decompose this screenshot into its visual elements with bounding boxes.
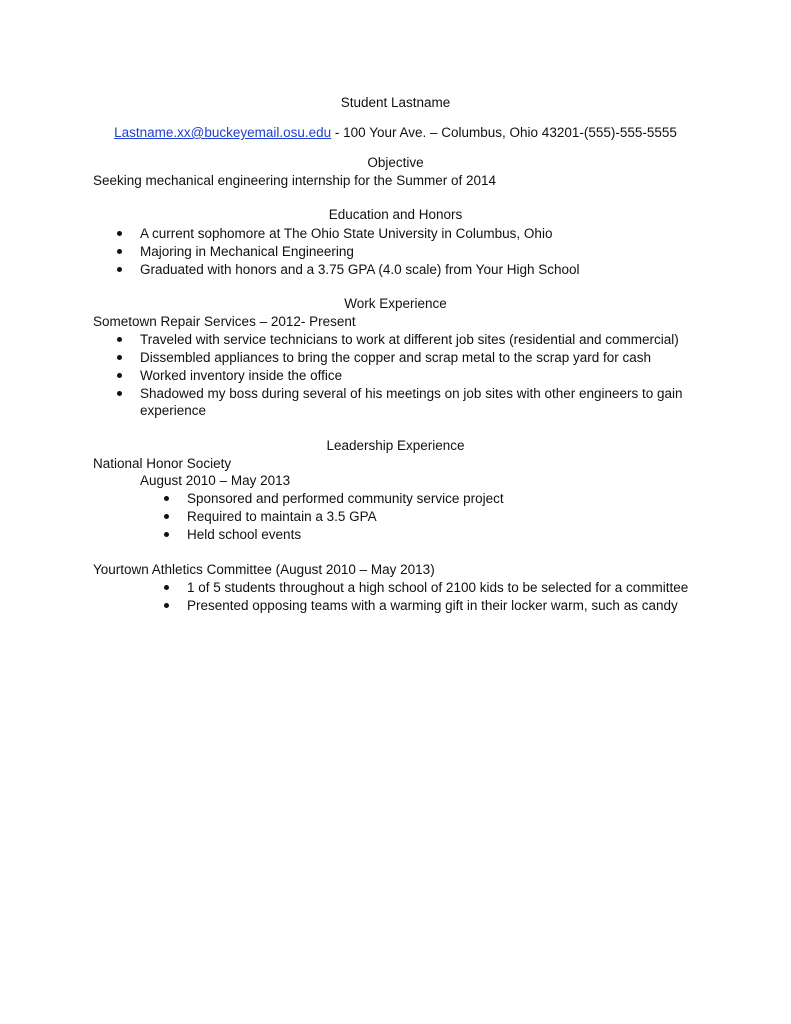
leadership-heading: Leadership Experience [326, 438, 465, 453]
bullet-icon [117, 267, 122, 272]
contact-line [0, 124, 791, 142]
org1-item: Required to maintain a 3.5 GPA [187, 509, 377, 524]
objective-heading: Objective [367, 155, 424, 170]
student-name: Student Lastname [340, 95, 451, 110]
bullet-icon [117, 231, 122, 236]
address-phone: - 100 Your Ave. – Columbus, Ohio 43201-(555)-555-5555 [331, 125, 677, 140]
bullet-icon [117, 337, 122, 342]
work-item: Traveled with service technicians to work at different job sites (residential and commercial) [140, 332, 679, 347]
org1-name: National Honor Society [93, 456, 232, 471]
work-item: Worked inventory inside the office [140, 368, 343, 383]
org2-item: 1 of 5 students throughout a high school of 2100 kids to be selected for a committee [187, 580, 689, 595]
education-item: Graduated with honors and a 3.75 GPA (4.0 scale) from Your High School [140, 262, 580, 277]
org1-item: Sponsored and performed community service project [187, 491, 504, 506]
bullet-icon [117, 373, 122, 378]
education-heading: Education and Honors [328, 207, 463, 222]
work-item-continuation: experience [140, 403, 207, 418]
work-item: Shadowed my boss during several of his meetings on job sites with other engineers to gain [140, 386, 683, 401]
org1-dates: August 2010 – May 2013 [140, 473, 291, 488]
bullet-icon [117, 249, 122, 254]
bullet-icon [164, 585, 169, 590]
bullet-icon [164, 532, 169, 537]
education-item: Majoring in Mechanical Engineering [140, 244, 354, 259]
org1-item: Held school events [187, 527, 302, 542]
bullet-icon [117, 355, 122, 360]
bullet-icon [164, 496, 169, 501]
work-employer: Sometown Repair Services – 2012- Present [93, 314, 356, 329]
bullet-icon [164, 603, 169, 608]
work-item: Dissembled appliances to bring the copper and scrap metal to the scrap yard for cash [140, 350, 652, 365]
education-item: A current sophomore at The Ohio State University in Columbus, Ohio [140, 226, 553, 241]
bullet-icon [164, 514, 169, 519]
bullet-icon [117, 391, 122, 396]
objective-text: Seeking mechanical engineering internship for the Summer of 2014 [93, 173, 496, 188]
org2-name: Yourtown Athletics Committee (August 2010 – May 2013) [93, 562, 435, 577]
work-heading: Work Experience [344, 296, 447, 311]
email-link[interactable]: Lastname.xx@buckeyemail.osu.edu [114, 125, 332, 140]
org2-item: Presented opposing teams with a warming gift in their locker warm, such as candy [187, 598, 678, 613]
